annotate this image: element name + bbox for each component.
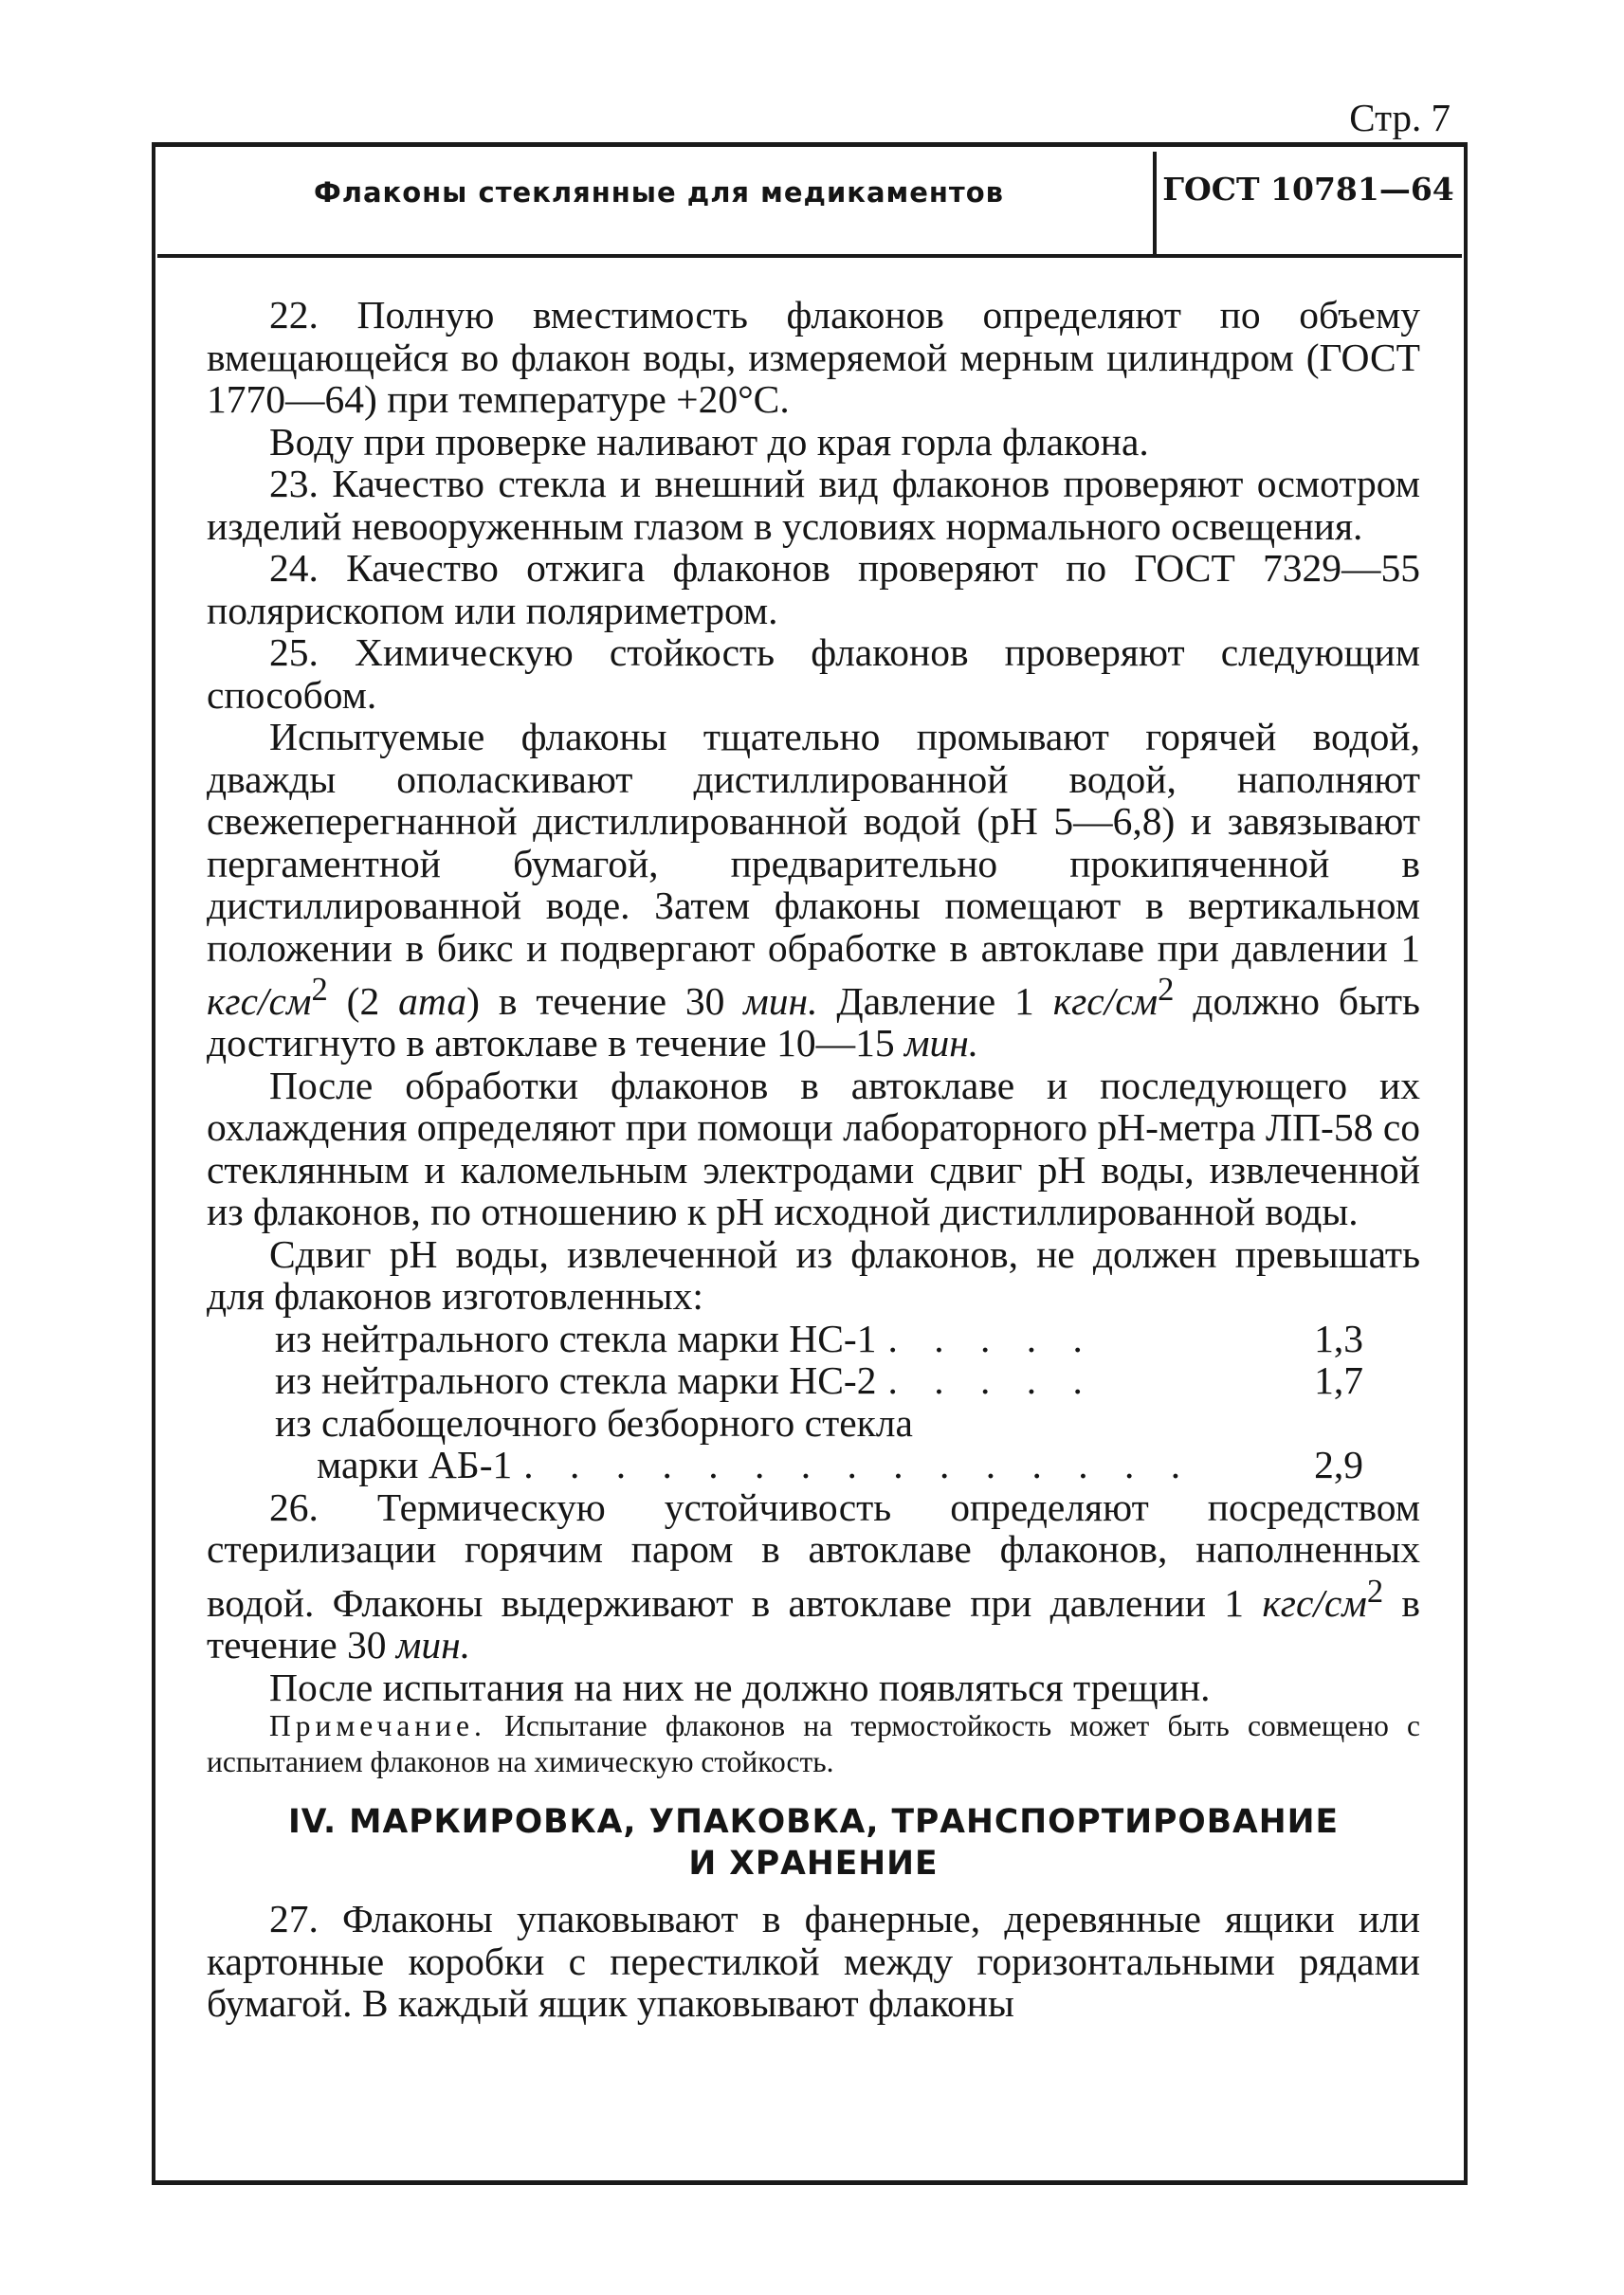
unit-min: мин. [903, 1021, 979, 1066]
unit-min: мин. [395, 1623, 471, 1667]
top-rule [152, 142, 1468, 147]
procedure-text-c: ) в течение 30 [466, 978, 744, 1023]
superscript: 2 [1366, 1573, 1384, 1610]
limit-value: 1,7 [1314, 1358, 1363, 1403]
paragraph-26-text-a: 26. Термическую устойчивость определяют посредством стерилизации горячим паром в автоклаве флаконов, наполненных водой. Флаконы выдерживают в автоклаве при давлении 1 [207, 1484, 1420, 1625]
procedure-text-a: Испытуемые флаконы тщательно промывают горячей водой, дважды ополаскивают дистиллированной водой, наполняют свежеперегнанной дистиллированной водой (рН 5—6,8) и завязывают пергаментной бумагой, предварительно прокипяченной в дистиллированной воде. Затем флаконы помещают в вертикальном положении в бикс и подвергают обработке в автоклаве при давлении 1 [207, 715, 1420, 970]
unit-kgs: кгс/см [1052, 978, 1159, 1023]
paragraph-26-after: После испытания на них не должно появляться трещин. [269, 1665, 1211, 1709]
paragraph-22-note: Воду при проверке наливают до края горла флакона. [269, 419, 1149, 464]
procedure-text-b: (2 [327, 978, 399, 1023]
unit-min: мин. [743, 978, 818, 1023]
limit-value: 2,9 [1314, 1443, 1363, 1487]
paragraph-27: 27. Флаконы упаковывают в фанерные, деревянные ящики или картонные коробки с перестилкой между горизонтальными рядами бумагой. В каждый ящик упаковывают флаконы [207, 1897, 1420, 2026]
document-title: Флаконы стеклянные для медикаментов [313, 176, 1005, 209]
paragraph-25-shift: Сдвиг рН воды, извлеченной из флаконов, не должен превышать для флаконов изготовленных: [207, 1231, 1420, 1319]
unit-kgs: кгс/см [207, 978, 312, 1023]
procedure-text-d: Давление 1 [817, 978, 1053, 1023]
page-number: Стр. 7 [1349, 96, 1451, 139]
superscript: 2 [311, 972, 328, 1008]
ph-shift-limits [275, 1318, 1363, 1486]
leader-dots: . . . . . [887, 1317, 1096, 1360]
standard-number: ГОСТ 10781—64 [1162, 171, 1454, 208]
page-content [207, 294, 1420, 2025]
section-heading-line1: IV. МАРКИРОВКА, УПАКОВКА, ТРАНСПОРТИРОВАНИЕ [287, 1803, 1340, 1842]
limit-label: из нейтрального стекла марки НС-2 [275, 1358, 877, 1403]
limit-value: 1,3 [1314, 1316, 1363, 1360]
list-item [275, 1444, 1363, 1486]
leader-dots: . . . . . . . . . . . . . . . [523, 1444, 1195, 1486]
note [207, 1708, 1420, 1780]
paragraph-26 [207, 1486, 1420, 1667]
paragraph-23: 23. Качество стекла и внешний вид флаконов проверяют осмотром изделий невооруженным глазом в условиях нормального освещения. [207, 462, 1420, 548]
paragraph-22: 22. Полную вместимость флаконов определяют по объему вмещающейся во флакон воды, измеряемой мерным цилиндром (ГОСТ 1770—64) при температуре +20°С. [207, 293, 1420, 421]
list-item [275, 1402, 1363, 1445]
list-item [275, 1359, 1363, 1402]
procedure-text-e: должно быть достигнуто в автоклаве в течение 10—15 [207, 978, 1420, 1066]
limit-label: из слабощелочного безборного стекла [275, 1400, 913, 1445]
limit-label: марки АБ-1 [317, 1443, 513, 1487]
paragraph-25-procedure [207, 716, 1420, 1065]
paragraph-26-text-b: в течение 30 [207, 1580, 1420, 1667]
paragraph-25-intro: 25. Химическую стойкость флаконов проверяют следующим способом. [207, 630, 1420, 717]
header-divider [1153, 152, 1157, 256]
superscript: 2 [1158, 972, 1175, 1008]
unit-kgs: кгс/см [1262, 1580, 1367, 1625]
header-bottom-rule [157, 254, 1462, 258]
leader-dots: . . . . . [887, 1359, 1096, 1402]
note-label: Примечание. [269, 1709, 486, 1743]
bottom-rule [152, 2180, 1468, 2185]
note-text: Испытание флаконов на термостойкость может быть совмещено с испытанием флаконов на химическую стойкость. [207, 1709, 1420, 1779]
limit-label: из нейтрального стекла марки НС-1 [275, 1316, 877, 1360]
list-item [275, 1318, 1363, 1360]
paragraph-25-after: После обработки флаконов в автоклаве и последующего их охлаждения определяют при помощи лабораторного рН-метра ЛП-58 со стеклянным и каломельным электродами сдвиг рН воды, извлеченной из флаконов, по отношению к рН исходной дистиллированной воды. [207, 1063, 1420, 1234]
paragraph-24: 24. Качество отжига флаконов проверяют по ГОСТ 7329—55 полярископом или поляриметром. [207, 546, 1420, 632]
unit-ata: ата [398, 978, 467, 1023]
section-heading-line2: И ХРАНЕНИЕ [688, 1845, 939, 1884]
section-heading [207, 1801, 1420, 1885]
